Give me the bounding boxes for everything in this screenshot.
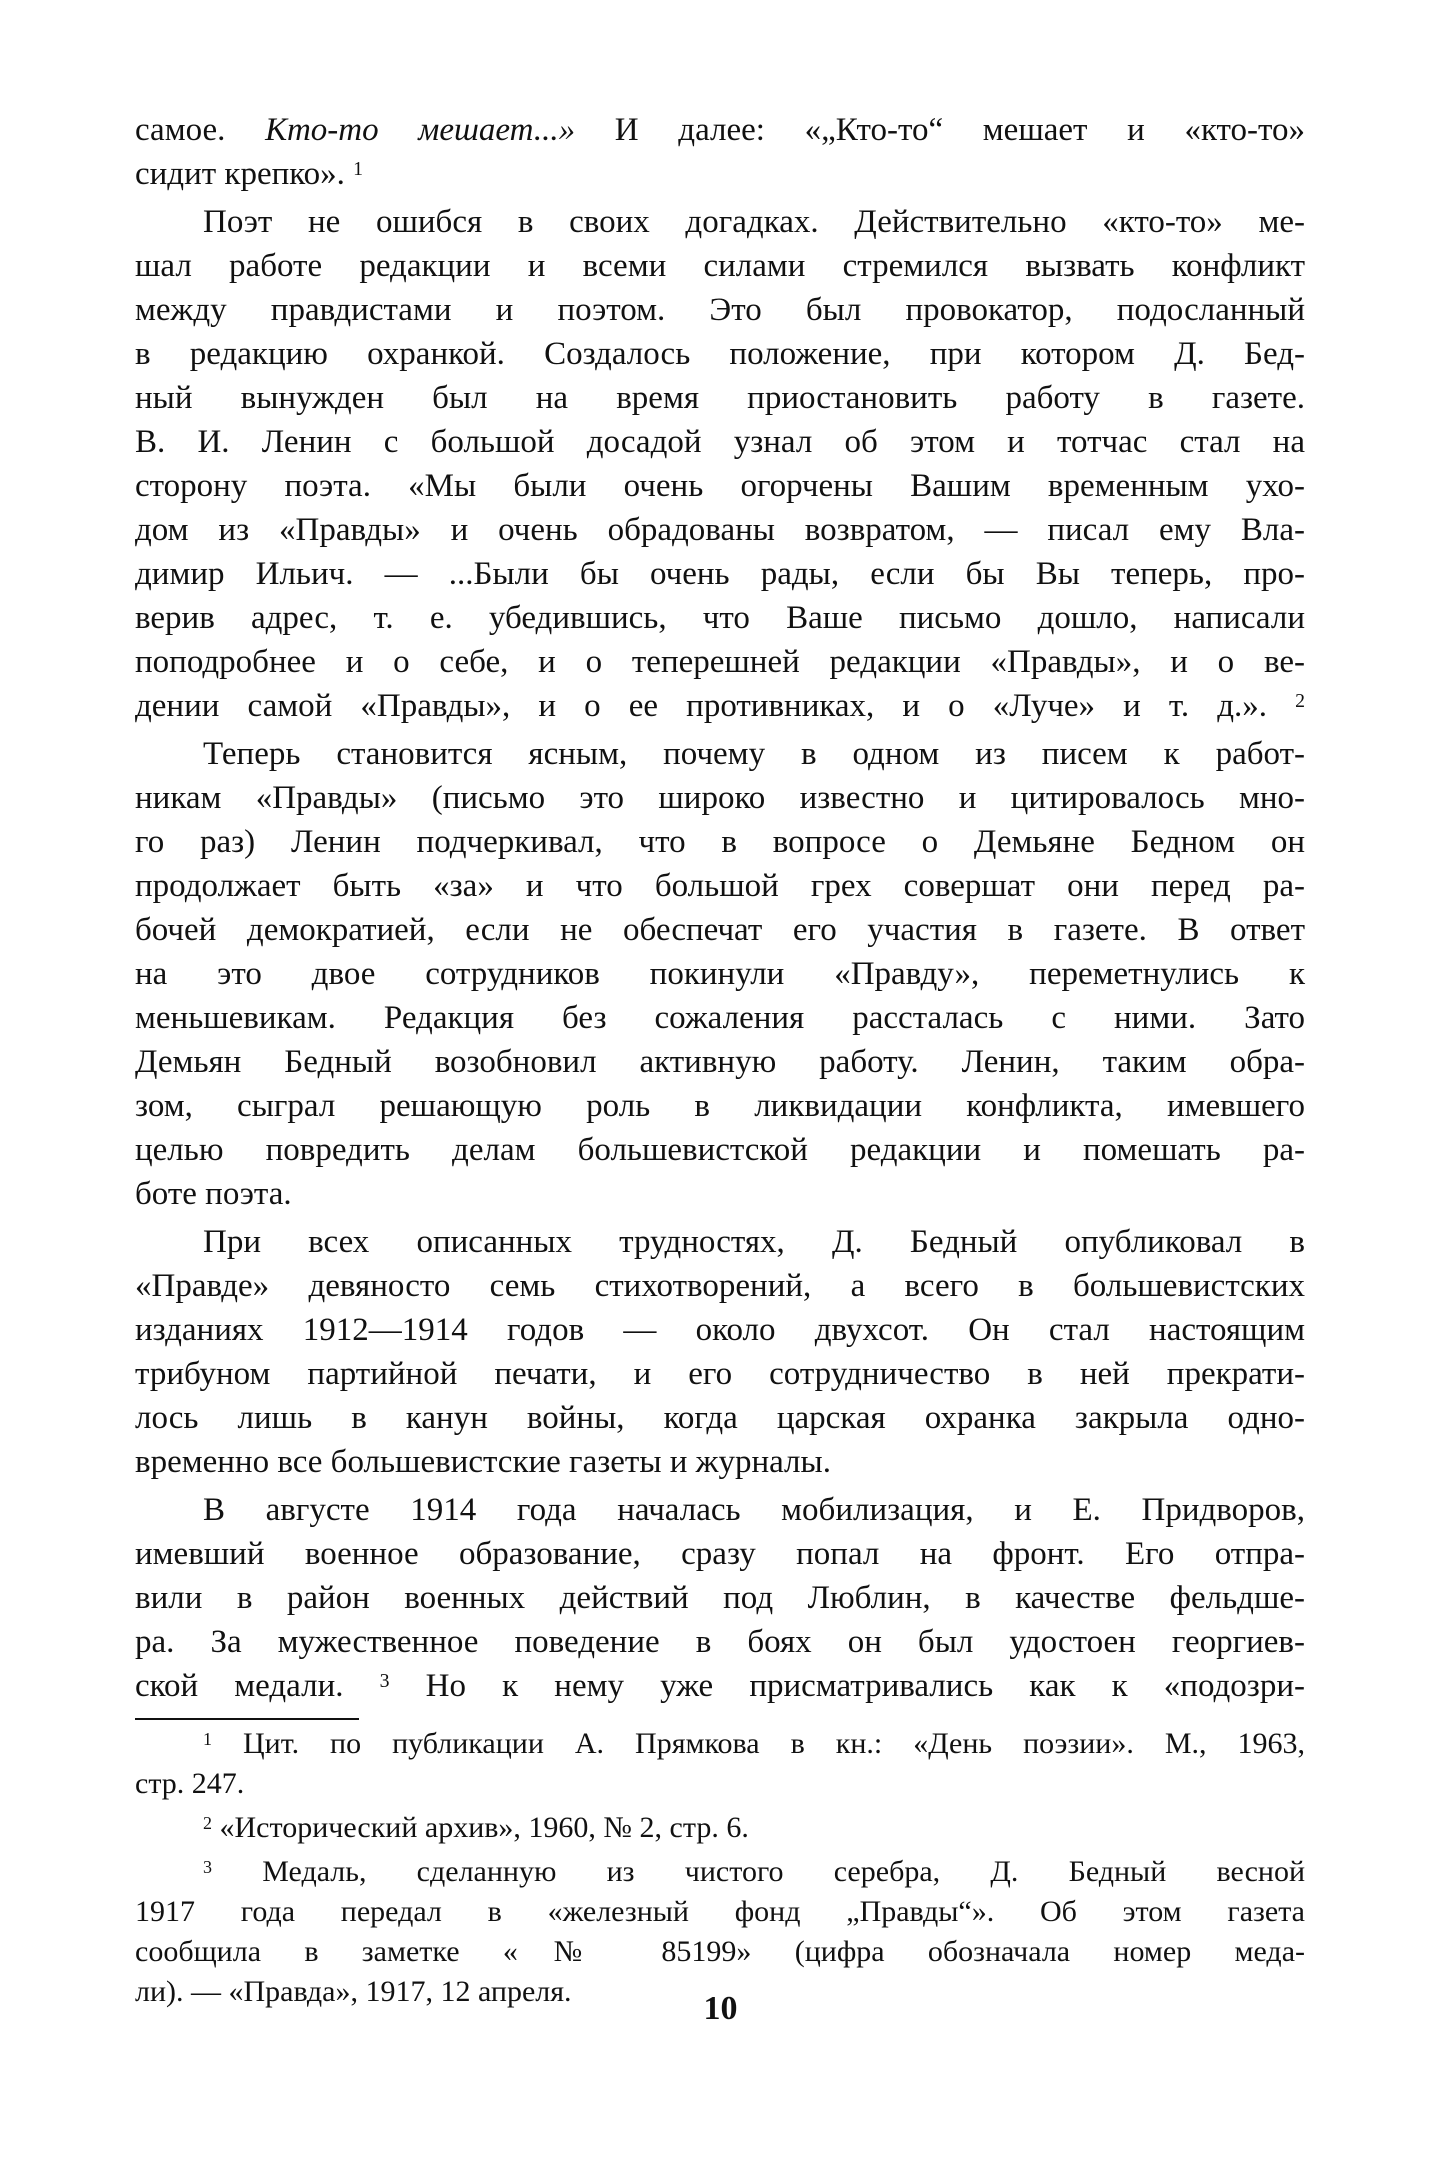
text-segment: поподробнее и о себе, и о теперешней редакции «Правды», и о ве-: [135, 644, 1305, 680]
text-line: [135, 1396, 1305, 1440]
text-line: [135, 244, 1305, 288]
footnote-line: [135, 1892, 1305, 1932]
text-segment: сообщила в заметке «№ 85199» (цифра обозначала номер меда-: [135, 1935, 1305, 1968]
text-line: [135, 376, 1305, 420]
footnote-marker: 1: [353, 158, 364, 181]
text-line: [135, 864, 1305, 908]
text-line: [135, 1220, 1305, 1264]
text-segment: дении самой «Правды», и о ее противниках, и о «Луче» и т. д.».: [135, 688, 1296, 724]
footnote: [135, 1724, 1305, 1804]
text-segment: При всех описанных трудностях, Д. Бедный опубликовал в: [203, 1224, 1305, 1260]
text-segment: трибуном партийной печати, и его сотрудничество в ней прекрати-: [135, 1356, 1305, 1392]
text-segment: димир Ильич. — ...Были бы очень рады, если бы Вы теперь, про-: [135, 556, 1305, 592]
text-segment: целью повредить делам большевистской редакции и помешать ра-: [135, 1132, 1305, 1168]
text-line: [135, 596, 1305, 640]
text-segment: шал работе редакции и всеми силами стремился вызвать конфликт: [135, 248, 1305, 284]
text-segment: продолжает быть «за» и что большой грех совершат они перед ра-: [135, 868, 1305, 904]
text-segment: меньшевикам. Редакция без сожаления рассталась с ними. Зато: [135, 1000, 1305, 1036]
text-line: [135, 464, 1305, 508]
footnote-marker: 2: [1295, 690, 1305, 713]
footnote-line: [135, 1764, 1305, 1804]
text-line: [135, 1172, 1305, 1216]
text-segment: ный вынужден был на время приостановить работу в газете.: [135, 380, 1305, 416]
text-segment: самое.: [135, 112, 266, 148]
text-segment: временно все большевистские газеты и журналы.: [135, 1444, 831, 1480]
text-segment: Демьян Бедный возобновил активную работу. Ленин, таким обра-: [135, 1044, 1305, 1080]
text-line: [135, 732, 1305, 776]
text-segment: Цит. по публикации А. Прямкова в кн.: «День поэзии». М., 1963,: [212, 1727, 1305, 1760]
text-segment: Поэт не ошибся в своих догадках. Действительно «кто-то» ме-: [203, 204, 1305, 240]
text-segment: 1917 года передал в «железный фонд „Правды“». Об этом газета: [135, 1895, 1305, 1928]
text-segment: зом, сыграл решающую роль в ликвидации конфликта, имевшего: [135, 1088, 1305, 1124]
text-segment: И далее: «„Кто-то“ мешает и «кто-то»: [575, 112, 1306, 148]
text-line: [135, 1532, 1305, 1576]
text-line: [135, 200, 1305, 244]
text-line: [135, 776, 1305, 820]
footnote-marker: 3: [203, 1856, 212, 1877]
text-segment: в редакцию охранкой. Создалось положение, при котором Д. Бед-: [135, 336, 1305, 372]
text-line: [135, 108, 1305, 152]
paragraph: [135, 200, 1305, 728]
text-segment: лось лишь в канун войны, когда царская охранка закрыла одно-: [135, 1400, 1305, 1436]
text-line: [135, 1440, 1305, 1484]
text-segment: Кто-то мешает...»: [265, 112, 576, 148]
footnote-line: [135, 1808, 1305, 1848]
footnote-line: [135, 1932, 1305, 1972]
text-segment: на это двое сотрудников покинули «Правду», переметнулись к: [135, 956, 1305, 992]
text-line: [135, 908, 1305, 952]
text-line: [135, 640, 1305, 684]
text-segment: го раз) Ленин подчеркивал, что в вопросе о Демьяне Бедном он: [135, 824, 1305, 860]
text-line: [135, 152, 1305, 196]
text-line: [135, 1084, 1305, 1128]
footnote: [135, 1808, 1305, 1848]
text-line: [135, 820, 1305, 864]
footnote-line: [135, 1852, 1305, 1892]
footnote-marker: 2: [203, 1812, 212, 1833]
text-segment: бочей демократией, если не обеспечат его участия в газете. В ответ: [135, 912, 1305, 948]
paragraph: [135, 732, 1305, 1216]
text-line: [135, 1576, 1305, 1620]
text-line: [135, 684, 1305, 728]
body-text: [135, 108, 1305, 1708]
text-line: [135, 288, 1305, 332]
text-segment: имевший военное образование, сразу попал на фронт. Его отпра-: [135, 1536, 1305, 1572]
text-line: [135, 1308, 1305, 1352]
text-line: [135, 1128, 1305, 1172]
text-line: [135, 1488, 1305, 1532]
text-segment: В. И. Ленин с большой досадой узнал об этом и тотчас стал на: [135, 424, 1305, 460]
text-line: [135, 1040, 1305, 1084]
text-line: [135, 1664, 1305, 1708]
text-segment: стр. 247.: [135, 1767, 245, 1800]
text-line: [135, 1352, 1305, 1396]
text-segment: сторону поэта. «Мы были очень огорчены Вашим временным ухо-: [135, 468, 1305, 504]
text-line: [135, 1264, 1305, 1308]
footnote: [135, 1852, 1305, 2012]
text-segment: Но к нему уже присматривались как к «подозри-: [389, 1668, 1305, 1704]
text-line: [135, 952, 1305, 996]
text-segment: между правдистами и поэтом. Это был провокатор, подосланный: [135, 292, 1305, 328]
text-segment: Медаль, сделанную из чистого серебра, Д. Бедный весной: [212, 1855, 1305, 1888]
text-segment: ской медали.: [135, 1668, 380, 1704]
text-segment: дом из «Правды» и очень обрадованы возвратом, — писал ему Вла-: [135, 512, 1305, 548]
footnote-marker: 1: [203, 1728, 212, 1749]
text-line: [135, 1620, 1305, 1664]
text-segment: никам «Правды» (письмо это широко известно и цитировалось мно-: [135, 780, 1305, 816]
text-line: [135, 332, 1305, 376]
text-line: [135, 420, 1305, 464]
paragraph: [135, 1488, 1305, 1708]
text-line: [135, 552, 1305, 596]
text-segment: Теперь становится ясным, почему в одном из писем к работ-: [203, 736, 1305, 772]
footnotes: [135, 1724, 1305, 2012]
paragraph: [135, 1220, 1305, 1484]
page-number: 10: [703, 1990, 738, 2027]
text-segment: верив адрес, т. е. убедившись, что Ваше письмо дошло, написали: [135, 600, 1305, 636]
text-segment: «Исторический архив», 1960, № 2, стр. 6.: [212, 1811, 749, 1844]
text-segment: боте поэта.: [135, 1176, 292, 1212]
text-segment: ра. За мужественное поведение в боях он был удостоен георгиев-: [135, 1624, 1305, 1660]
text-line: [135, 508, 1305, 552]
paragraph: [135, 108, 1305, 196]
text-segment: В августе 1914 года началась мобилизация, и Е. Придворов,: [203, 1492, 1305, 1528]
text-segment: сидит крепко».: [135, 156, 354, 192]
footnote-rule: [135, 1718, 359, 1720]
text-segment: «Правде» девяносто семь стихотворений, а всего в большевистских: [135, 1268, 1305, 1304]
text-segment: вили в район военных действий под Люблин, в качестве фельдше-: [135, 1580, 1305, 1616]
text-line: [135, 996, 1305, 1040]
text-segment: ли). — «Правда», 1917, 12 апреля.: [135, 1975, 572, 2008]
page: [135, 108, 1305, 2016]
footnote-marker: 3: [379, 1670, 390, 1693]
footnote-line: [135, 1724, 1305, 1764]
text-segment: изданиях 1912—1914 годов — около двухсот. Он стал настоящим: [135, 1312, 1305, 1348]
